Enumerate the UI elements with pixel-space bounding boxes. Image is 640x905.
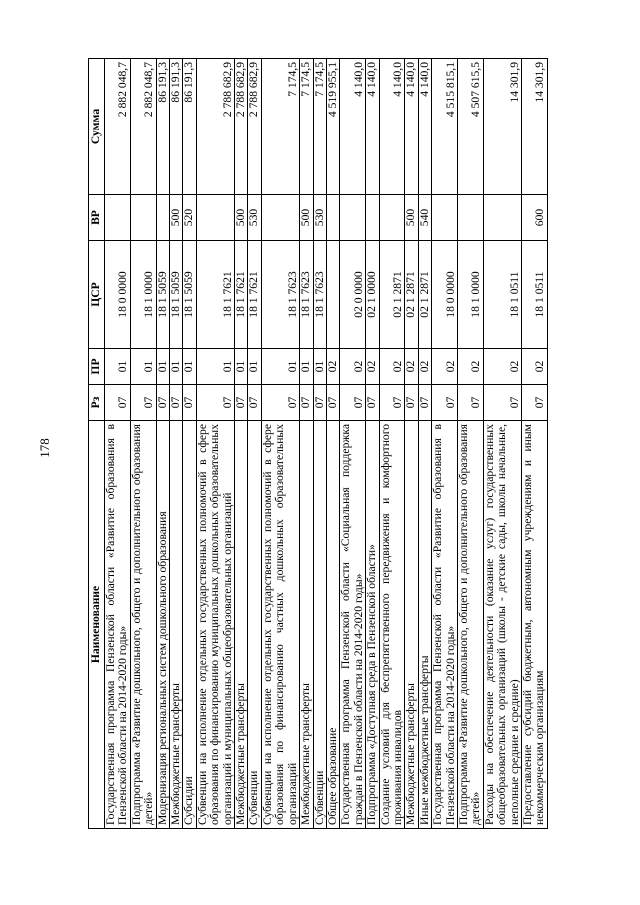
table-cell-vr: [261, 195, 299, 241]
table-cell-pr: 02: [457, 349, 483, 385]
header-name: Наименование: [89, 421, 105, 829]
table-cell-vr: [340, 195, 366, 241]
table-cell-pr: 02: [366, 349, 379, 385]
table-cell-rz: 07: [432, 385, 458, 421]
table-cell-pr: 01: [248, 349, 261, 385]
table-cell-vr: 500: [170, 195, 183, 241]
table-cell-sum: 86 191,3: [170, 59, 183, 195]
table-cell-sum: 7 174,5: [300, 59, 313, 195]
table-cell-pr: 01: [313, 349, 326, 385]
table-row: [405, 59, 418, 829]
table-cell-pr: 01: [300, 349, 313, 385]
table-cell-sum: 2 788 682,9: [248, 59, 261, 195]
table-cell-rz: 07: [522, 385, 548, 421]
table-cell-pr: 02: [418, 349, 431, 385]
table-cell-sum: 4 140,0: [418, 59, 431, 195]
table-row: [300, 59, 313, 829]
table-row: [326, 59, 339, 829]
table-cell-vr: [130, 195, 156, 241]
header-pr: ПР: [89, 349, 105, 385]
table-cell-name: Межбюджетные трансферты: [300, 421, 313, 829]
table-cell-rz: 07: [170, 385, 183, 421]
table-row: [105, 59, 131, 829]
table-cell-csr: 18 1 0511: [522, 241, 548, 349]
table-cell-name: Межбюджетные трансферты: [405, 421, 418, 829]
table-cell-vr: [105, 195, 131, 241]
table-cell-name: Подпрограмма «Развитие дошкольного, общего и дополнительного образования детей»: [130, 421, 156, 829]
table-cell-pr: 02: [405, 349, 418, 385]
table-cell-pr: 01: [130, 349, 156, 385]
table-row: [366, 59, 379, 829]
table-cell-vr: 530: [313, 195, 326, 241]
table-cell-csr: 18 1 7623: [300, 241, 313, 349]
table-cell-pr: 02: [340, 349, 366, 385]
table-cell-sum: 4 507 615,5: [457, 59, 483, 195]
table-cell-csr: 18 1 7623: [261, 241, 299, 349]
page-number: 178: [37, 438, 52, 458]
table-cell-csr: 18 1 5059: [183, 241, 196, 349]
table-cell-pr: 01: [170, 349, 183, 385]
table-cell-csr: 02 1 2871: [405, 241, 418, 349]
table-row: [483, 59, 521, 829]
table-cell-vr: 600: [522, 195, 548, 241]
table-cell-csr: 18 1 7621: [248, 241, 261, 349]
table-cell-vr: [196, 195, 234, 241]
table-row: [183, 59, 196, 829]
table-cell-pr: 01: [235, 349, 248, 385]
table-cell-pr: 01: [105, 349, 131, 385]
table-row: [261, 59, 299, 829]
table-cell-vr: 520: [183, 195, 196, 241]
table-cell-name: Субвенции на исполнение отдельных государственных полномочий в сфере образования по финансированию частных дошкольных образовательных организаций: [261, 421, 299, 829]
table-cell-name: Государственная программа Пензенской области «Развитие образования в Пензенской области на 2014-2020 годы»: [105, 421, 131, 829]
table-cell-sum: 86 191,3: [156, 59, 169, 195]
table-cell-name: Субвенции: [248, 421, 261, 829]
table-cell-csr: 18 1 7623: [313, 241, 326, 349]
table-row: [156, 59, 169, 829]
table-cell-csr: 18 1 0511: [483, 241, 521, 349]
table-row: [379, 59, 405, 829]
table-cell-name: Государственная программа Пензенской области «Социальная поддержка граждан в Пензенской области на 2014-2020 годы»: [340, 421, 366, 829]
table-cell-vr: [379, 195, 405, 241]
table-cell-name: Предоставление субсидий бюджетным, автономным учреждениям и иным некоммерческим организациям: [522, 421, 548, 829]
table-cell-rz: 07: [156, 385, 169, 421]
table-cell-name: Государственная программа Пензенской области «Развитие образования в Пензенской области на 2014-2020 годы»: [432, 421, 458, 829]
table-cell-sum: 7 174,5: [261, 59, 299, 195]
table-cell-pr: 01: [156, 349, 169, 385]
table-cell-rz: 07: [326, 385, 339, 421]
table-cell-sum: 4 140,0: [340, 59, 366, 195]
table-row: [457, 59, 483, 829]
table-cell-sum: 86 191,3: [183, 59, 196, 195]
table-cell-rz: 07: [379, 385, 405, 421]
budget-table: [88, 58, 548, 829]
table-cell-pr: 02: [432, 349, 458, 385]
table-cell-rz: 07: [300, 385, 313, 421]
rotated-page-content: [88, 59, 558, 829]
table-cell-pr: 01: [261, 349, 299, 385]
table-cell-csr: [326, 241, 339, 349]
table-cell-rz: 07: [483, 385, 521, 421]
table-row: [313, 59, 326, 829]
header-csr: ЦСР: [89, 241, 105, 349]
table-cell-csr: 18 0 0000: [432, 241, 458, 349]
table-cell-sum: 4 140,0: [366, 59, 379, 195]
table-cell-rz: 07: [313, 385, 326, 421]
table-cell-rz: 07: [248, 385, 261, 421]
table-cell-name: Межбюджетные трансферты: [235, 421, 248, 829]
table-cell-rz: 07: [130, 385, 156, 421]
table-cell-sum: 14 301,9: [522, 59, 548, 195]
table-cell-vr: [483, 195, 521, 241]
table-cell-name: Подпрограмма «Доступная среда в Пензенской области»: [366, 421, 379, 829]
table-cell-csr: 18 1 7621: [235, 241, 248, 349]
table-cell-csr: 18 1 7621: [196, 241, 234, 349]
table-cell-name: Иные межбюджетные трансферты: [418, 421, 431, 829]
table-row: [418, 59, 431, 829]
table-cell-vr: [457, 195, 483, 241]
table-cell-vr: 500: [235, 195, 248, 241]
table-cell-name: Модернизация региональных систем дошкольного образования: [156, 421, 169, 829]
table-row: [170, 59, 183, 829]
table-cell-rz: 07: [105, 385, 131, 421]
table-row: [235, 59, 248, 829]
header-vr: ВР: [89, 195, 105, 241]
table-row: [432, 59, 458, 829]
table-header-row: [89, 59, 105, 829]
table-cell-name: Субвенции: [313, 421, 326, 829]
table-cell-rz: 07: [196, 385, 234, 421]
table-cell-sum: 7 174,5: [313, 59, 326, 195]
table-cell-csr: 18 1 0000: [457, 241, 483, 349]
table-row: [248, 59, 261, 829]
table-cell-pr: 02: [326, 349, 339, 385]
table-cell-vr: [156, 195, 169, 241]
table-cell-csr: 02 1 2871: [418, 241, 431, 349]
table-cell-sum: 4 515 815,1: [432, 59, 458, 195]
table-cell-rz: 07: [340, 385, 366, 421]
table-cell-sum: 4 140,0: [405, 59, 418, 195]
table-cell-sum: 4 519 955,1: [326, 59, 339, 195]
table-cell-vr: [326, 195, 339, 241]
table-cell-pr: 02: [379, 349, 405, 385]
table-cell-rz: 07: [261, 385, 299, 421]
table-body: [105, 59, 548, 829]
table-row: [196, 59, 234, 829]
table-row: [522, 59, 548, 829]
table-cell-csr: 02 1 2871: [379, 241, 405, 349]
table-cell-sum: 2 788 682,9: [235, 59, 248, 195]
table-cell-sum: 14 301,9: [483, 59, 521, 195]
table-cell-vr: [432, 195, 458, 241]
table-cell-rz: 07: [405, 385, 418, 421]
table-row: [130, 59, 156, 829]
table-cell-name: Создание условий для беспрепятственного передвижения и комфортного проживания инвалидов: [379, 421, 405, 829]
table-cell-rz: 07: [366, 385, 379, 421]
header-sum: Сумма: [89, 59, 105, 195]
table-cell-csr: 02 0 0000: [340, 241, 366, 349]
table-cell-name: Субсидии: [183, 421, 196, 829]
table-cell-name: Межбюджетные трансферты: [170, 421, 183, 829]
table-cell-vr: 540: [418, 195, 431, 241]
table-cell-pr: 01: [196, 349, 234, 385]
table-cell-csr: 18 1 5059: [170, 241, 183, 349]
header-rz: Рз: [89, 385, 105, 421]
table-cell-pr: 01: [183, 349, 196, 385]
table-cell-csr: 18 0 0000: [105, 241, 131, 349]
table-cell-sum: 2 882 048,7: [130, 59, 156, 195]
table-cell-rz: 07: [457, 385, 483, 421]
table-cell-csr: 02 1 0000: [366, 241, 379, 349]
table-cell-sum: 2 788 682,9: [196, 59, 234, 195]
table-cell-name: Субвенции на исполнение отдельных государственных полномочий в сфере образования по финансированию муниципальных дошкольных образовательных организаций и муниципальных общеобразовательных организаций: [196, 421, 234, 829]
table-cell-pr: 02: [483, 349, 521, 385]
table-cell-name: Расходы на обеспечение деятельности (оказание услуг) государственных общеобразовательных организаций (школы - детские сады, школы начальные, неполные средние и средние): [483, 421, 521, 829]
table-cell-rz: 07: [183, 385, 196, 421]
table-cell-sum: 2 882 048,7: [105, 59, 131, 195]
table-cell-vr: 530: [248, 195, 261, 241]
table-cell-csr: 18 1 5059: [156, 241, 169, 349]
table-cell-vr: [366, 195, 379, 241]
table-cell-sum: 4 140,0: [379, 59, 405, 195]
table-cell-vr: 500: [300, 195, 313, 241]
table-cell-name: Общее образование: [326, 421, 339, 829]
table-row: [340, 59, 366, 829]
table-cell-rz: 07: [235, 385, 248, 421]
table-cell-rz: 07: [418, 385, 431, 421]
table-cell-csr: 18 1 0000: [130, 241, 156, 349]
table-cell-name: Подпрограмма «Развитие дошкольного, общего и дополнительного образования детей»: [457, 421, 483, 829]
table-cell-vr: 500: [405, 195, 418, 241]
table-cell-pr: 02: [522, 349, 548, 385]
